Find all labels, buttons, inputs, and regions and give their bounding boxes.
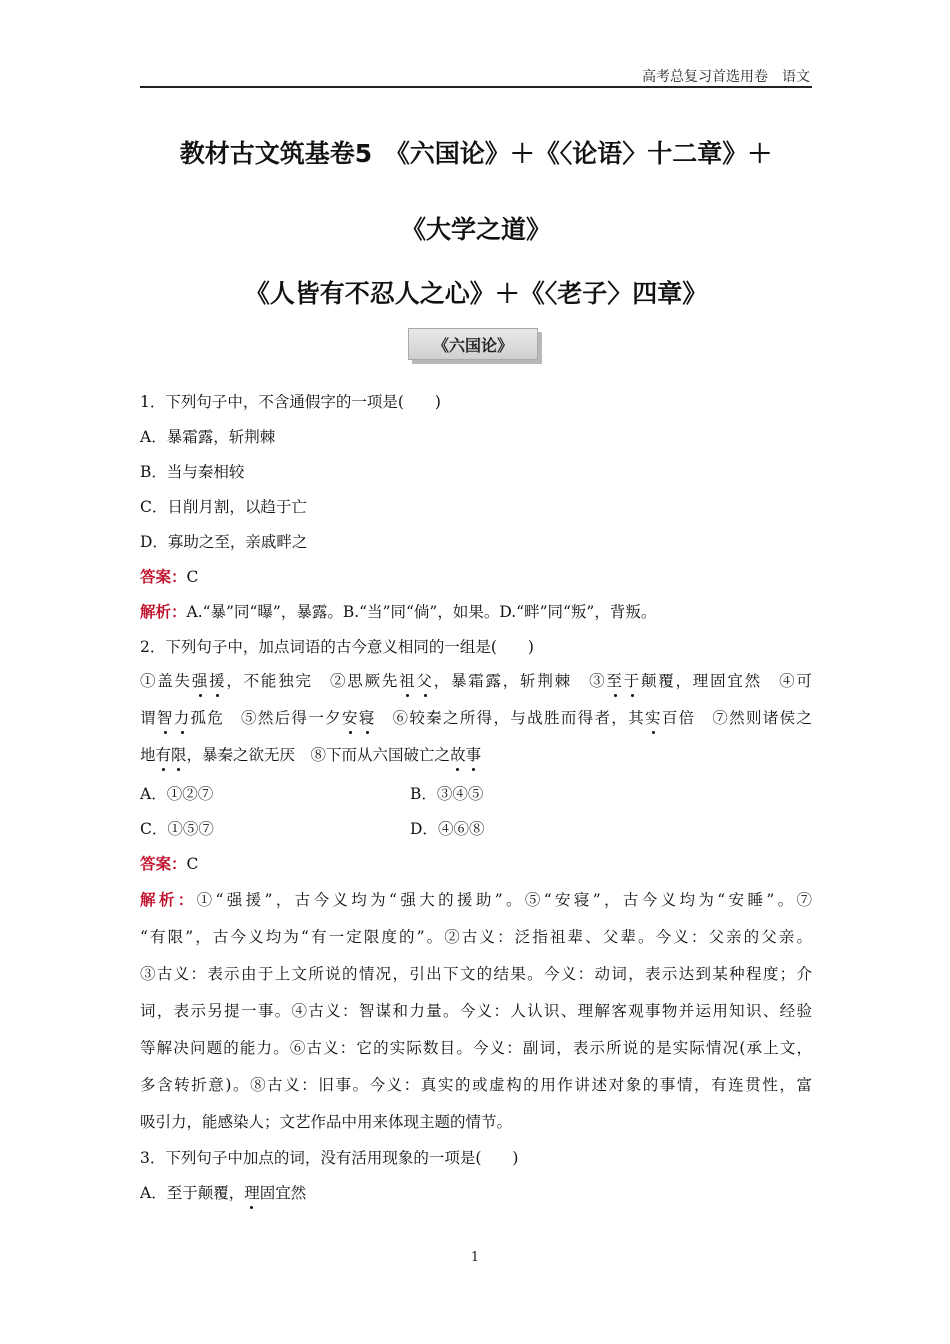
q2-stem: 2．下列句子中，加点词语的古今意义相同的一组是( ) [140, 638, 534, 656]
q2-option-a [140, 782, 213, 804]
q2-analysis-line-7: 吸引力，能感染人；文艺作品中用来体现主题的情节。 [140, 1113, 513, 1131]
header-book-title: 高考总复习首选用卷 [642, 69, 768, 85]
q2-passage-line-1: ①盖失强援，不能独完 ②思厥先祖父，暴霜露，斩荆棘 ③至于颠覆，理固宜然 ④可 [140, 672, 812, 690]
page-number: 1 [470, 1250, 480, 1265]
banner-label: 《六国论》 [408, 328, 538, 360]
running-header [642, 66, 810, 86]
q2-option-a-text: ①②⑦ [166, 785, 214, 803]
q2-option-c-label: C． [140, 820, 168, 838]
q2-analysis-line-3: ③古义：表示由于上文所说的情况，引出下文的结果。今义：动词，表示达到某种程度；介 [140, 965, 812, 983]
page-title-line-1: 教材古文筑基卷5 《六国论》＋《〈论语〉十二章》＋ [179, 139, 773, 168]
analysis-label: 解析： [140, 603, 187, 621]
q1-answer-value: C [186, 568, 199, 586]
q2-passage-line-2: 谓智力孤危 ⑤然后得一夕安寝 ⑥较秦之所得，与战胜而得者，其实百倍 ⑦然则诸侯之 [140, 709, 812, 727]
header-rule [140, 86, 812, 88]
analysis-label: 解析： [140, 891, 197, 909]
q2-option-b-label: B． [410, 785, 437, 803]
q1-analysis-text: A.“暴”同“曝”，暴露。B.“当”同“倘”，如果。D.“畔”同“叛”，背叛。 [186, 603, 657, 621]
q1-option-d: D．寡助之至，亲戚畔之 [140, 533, 308, 551]
q1-option-c: C．日削月割，以趋于亡 [140, 498, 307, 516]
q1-stem: 1．下列句子中，不含通假字的一项是( ) [140, 393, 441, 411]
q2-analysis-line-2: “有限”，古今义均为“有一定限度的”。②古义：泛指祖辈、父辈。今义：父亲的父亲。 [140, 928, 812, 946]
q3-stem: 3．下列句子中加点的词，没有活用现象的一项是( ) [140, 1149, 519, 1167]
q2-analysis-line-6: 多含转折意)。⑧古义：旧事。今义：真实的或虚构的用作讲述对象的事情，有连贯性，富 [140, 1076, 812, 1094]
q2-option-d-text: ④⑥⑧ [437, 820, 485, 838]
q1-answer [140, 565, 198, 587]
q2-option-b-text: ③④⑤ [436, 785, 484, 803]
q2-option-c [140, 817, 214, 839]
q1-option-b: B．当与秦相较 [140, 463, 245, 481]
q2-answer [140, 852, 198, 874]
q2-analysis-line-5: 等解决问题的能力。⑥古义：它的实际数目。今义：副词，表示所说的是实际情况(承上文， [140, 1039, 812, 1057]
page-title-line-2: 《大学之道》 [400, 215, 551, 244]
q2-option-d [410, 817, 484, 839]
q1-analysis [140, 600, 656, 622]
q2-option-d-label: D． [410, 820, 438, 838]
q2-option-b [410, 782, 483, 804]
q2-analysis-text-1: ①“强援”，古今义均为“强大的援助”。⑤“安寝”，古今义均为“安睡”。⑦ [196, 891, 812, 909]
q3-option-a: A．至于颠覆，理固宜然 [140, 1184, 307, 1202]
page-title-line-3: 《人皆有不忍人之心》＋《〈老子〉四章》 [244, 279, 708, 308]
q2-option-a-label: A． [140, 785, 167, 803]
q2-analysis-line-1 [140, 888, 812, 910]
q2-answer-value: C [186, 855, 199, 873]
answer-label: 答案： [140, 855, 187, 873]
q2-passage-line-3: 地有限，暴秦之欲无厌 ⑧下而从六国破亡之故事 [140, 746, 482, 764]
q2-analysis-line-4: 词，表示另提一事。④古义：智谋和力量。今义：人认识、理解客观事物并运用知识、经验 [140, 1002, 812, 1020]
answer-label: 答案： [140, 568, 187, 586]
q2-option-c-text: ①⑤⑦ [167, 820, 214, 838]
header-subject: 语文 [782, 69, 810, 85]
q1-option-a: A．暴霜露，斩荆棘 [140, 428, 276, 446]
section-banner [408, 328, 540, 362]
